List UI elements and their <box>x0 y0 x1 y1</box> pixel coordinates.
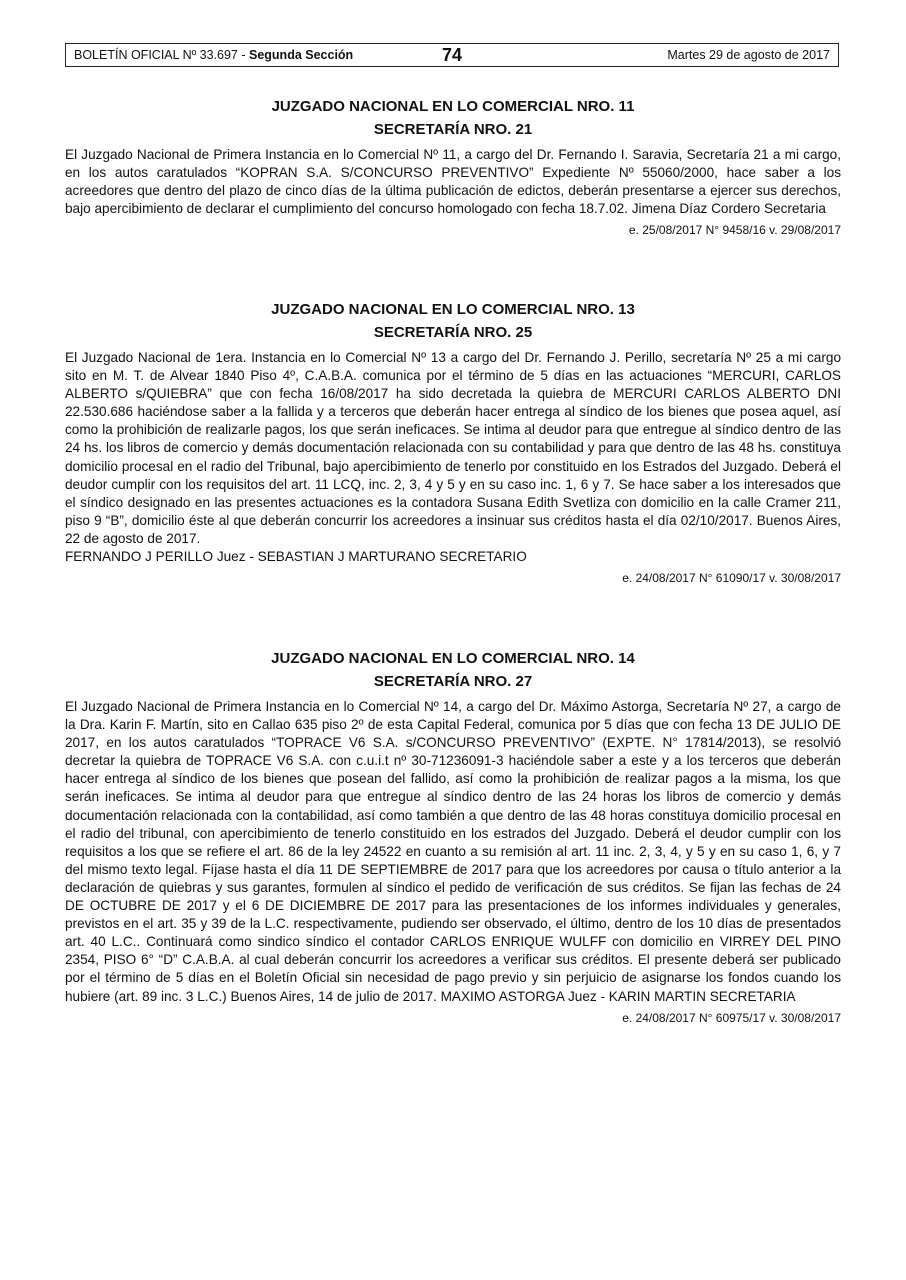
notice <box>65 647 841 1027</box>
publication-name: BOLETÍN OFICIAL Nº 33.697 - <box>74 48 249 62</box>
notice-signature: FERNANDO J PERILLO Juez - SEBASTIAN J MARTURANO SECRETARIO <box>65 549 527 565</box>
page-header <box>65 43 839 67</box>
notice-body: El Juzgado Nacional de Primera Instancia en lo Comercial Nº 14, a cargo del Dr. Máximo Astorga, Secretaría Nº 27, a cargo de la Dra. Karin F. Martín, sito en Callao 635 piso 2º de esta Capital Federal, comunica por 5 días que con fecha 13 DE JULIO DE 2017, en los autos caratulados “TOPRACE V6 S.A. s/CONCURSO PREVENTIVO” (EXPTE. N° 17814/2013), se resolvió decretar la quiebra de TOPRACE V6 S.A. con c.u.i.t nº 30-71236091-3 haciéndole saber a este y a los terceros que deberán hacer entrega al síndico de los bienes que posean del fallido, así como la prohibición de realizar pagos a la misma, los que serán ineficaces. Se intima al deudor para que entregue al síndico dentro de las 24 horas los libros de comercio y demás documentación relacionada con la contabilidad, así como también a que dentro de las 48 horas constituya domicilio procesal en el radio del tribunal, con apercibimiento de tenerlo constituido en los estrados del Juzgado. Deberá el deudor cumplir con los requisitos a los que se refiere el art. 86 de la ley 24522 en cuanto a su remisión al art. 11 inc. 2, 3, 4, y 5 y en su caso 1, 6, y 7 del mismo texto legal. Fíjase hasta el día 11 DE SEPTIEMBRE de 2017 para que los acreedores por causa o título anterior a la declaración de quiebras y sus garantes, formulen al síndico el pedido de verificación de sus créditos. Se fijan las fechas de 24 DE OCTUBRE DE 2017 y el 6 DE DICIEMBRE DE 2017 para las presentaciones de los informes individuales y generales, previstos en el art. 35 y 39 de la L.C. respectivamente, pudiendo ser observado, el último, dentro de los 10 días de presentados art. 40 L.C.. Continuará como sindico síndico el contador CARLOS ENRIQUE WULFF con domicilio en VIRREY DEL PINO 2354, PISO 6° “D” C.A.B.A. al cual deberán concurrir los acreedores a verificar sus créditos. El presente deberá ser publicado por el término de 5 días en el Boletín Oficial sin necesidad de pago previo y sin perjuicio de asignarse los fondos cuando los hubiere (art. 89 inc. 3 L.C.) Buenos Aires, 14 de julio de 2017. MAXIMO ASTORGA Juez - KARIN MARTIN SECRETARIA <box>65 699 841 1004</box>
header-publication <box>74 48 353 62</box>
notice <box>65 95 841 239</box>
notice-secretariat-title: SECRETARÍA NRO. 21 <box>373 121 533 138</box>
notice-court-title: JUZGADO NACIONAL EN LO COMERCIAL NRO. 14 <box>271 650 635 667</box>
notice-body: El Juzgado Nacional de Primera Instancia en lo Comercial Nº 11, a cargo del Dr. Fernando I. Saravia, Secretaría 21 a mi cargo, en los autos caratulados “KOPRAN S.A. S/CONCURSO PREVENTIVO” Expediente Nº 55060/2000, hace saber a los acreedores que dentro del plazo de cinco días de la última publicación de edictos, deberán presentarse a ejercer sus derechos, bajo apercibimiento de declarar el cumplimiento del concurso homologado con fecha 18.7.02. Jimena Díaz Cordero Secretaria <box>65 147 841 217</box>
notice <box>65 298 841 587</box>
page-number: 74 <box>441 45 463 65</box>
notice-court-title: JUZGADO NACIONAL EN LO COMERCIAL NRO. 11 <box>271 98 635 115</box>
notice-reference: e. 24/08/2017 N° 61090/17 v. 30/08/2017 <box>622 571 841 586</box>
header-date: Martes 29 de agosto de 2017 <box>667 48 830 62</box>
section-name: Segunda Sección <box>249 48 354 62</box>
notice-secretariat-title: SECRETARÍA NRO. 27 <box>373 673 533 690</box>
notice-reference: e. 24/08/2017 N° 60975/17 v. 30/08/2017 <box>622 1010 841 1025</box>
notice-reference: e. 25/08/2017 N° 9458/16 v. 29/08/2017 <box>628 223 841 238</box>
notice-court-title: JUZGADO NACIONAL EN LO COMERCIAL NRO. 13 <box>271 301 635 318</box>
notice-body: El Juzgado Nacional de 1era. Instancia en lo Comercial Nº 13 a cargo del Dr. Fernando J. Perillo, secretaría Nº 25 a mi cargo sito en M. T. de Alvear 1840 Piso 4º, C.A.B.A. comunica por el término de 5 días en las actuaciones “MERCURI, CARLOS ALBERTO s/QUIEBRA” que con fecha 16/08/2017 ha sido decretada la quiebra de MERCURI CARLOS ALBERTO DNI 22.530.686 haciéndose saber a la fallida y a terceros que deberán hacer entrega al síndico de los bienes que posea aquel, así como la prohibición de realizarle pagos, los que serán ineficaces. Se intima al deudor para que entregue al síndico dentro de las 24 hs. los libros de comercio y demás documentación relacionada con su contabilidad y para que dentro de las 48 hs. constituya domicilio procesal en el radio del Tribunal, bajo apercibimiento de tenerlo por constituido en los Estrados del Juzgado. Deberá el deudor cumplir con los requisitos del art. 11 LCQ, inc. 2, 3, 4 y 5 y en su caso inc. 1, 6 y 7. Se hace saber a los interesados que el síndico designado en las presentes actuaciones es la contadora Susana Edith Svetliza con domicilio en la calle Cramer 211, piso 9 “B”, domicilio éste al que deberán concurrir los acreedores a insinuar sus créditos hasta el día 02/10/2017. Buenos Aires, 22 de agosto de 2017. <box>65 350 841 546</box>
notice-secretariat-title: SECRETARÍA NRO. 25 <box>373 324 533 341</box>
